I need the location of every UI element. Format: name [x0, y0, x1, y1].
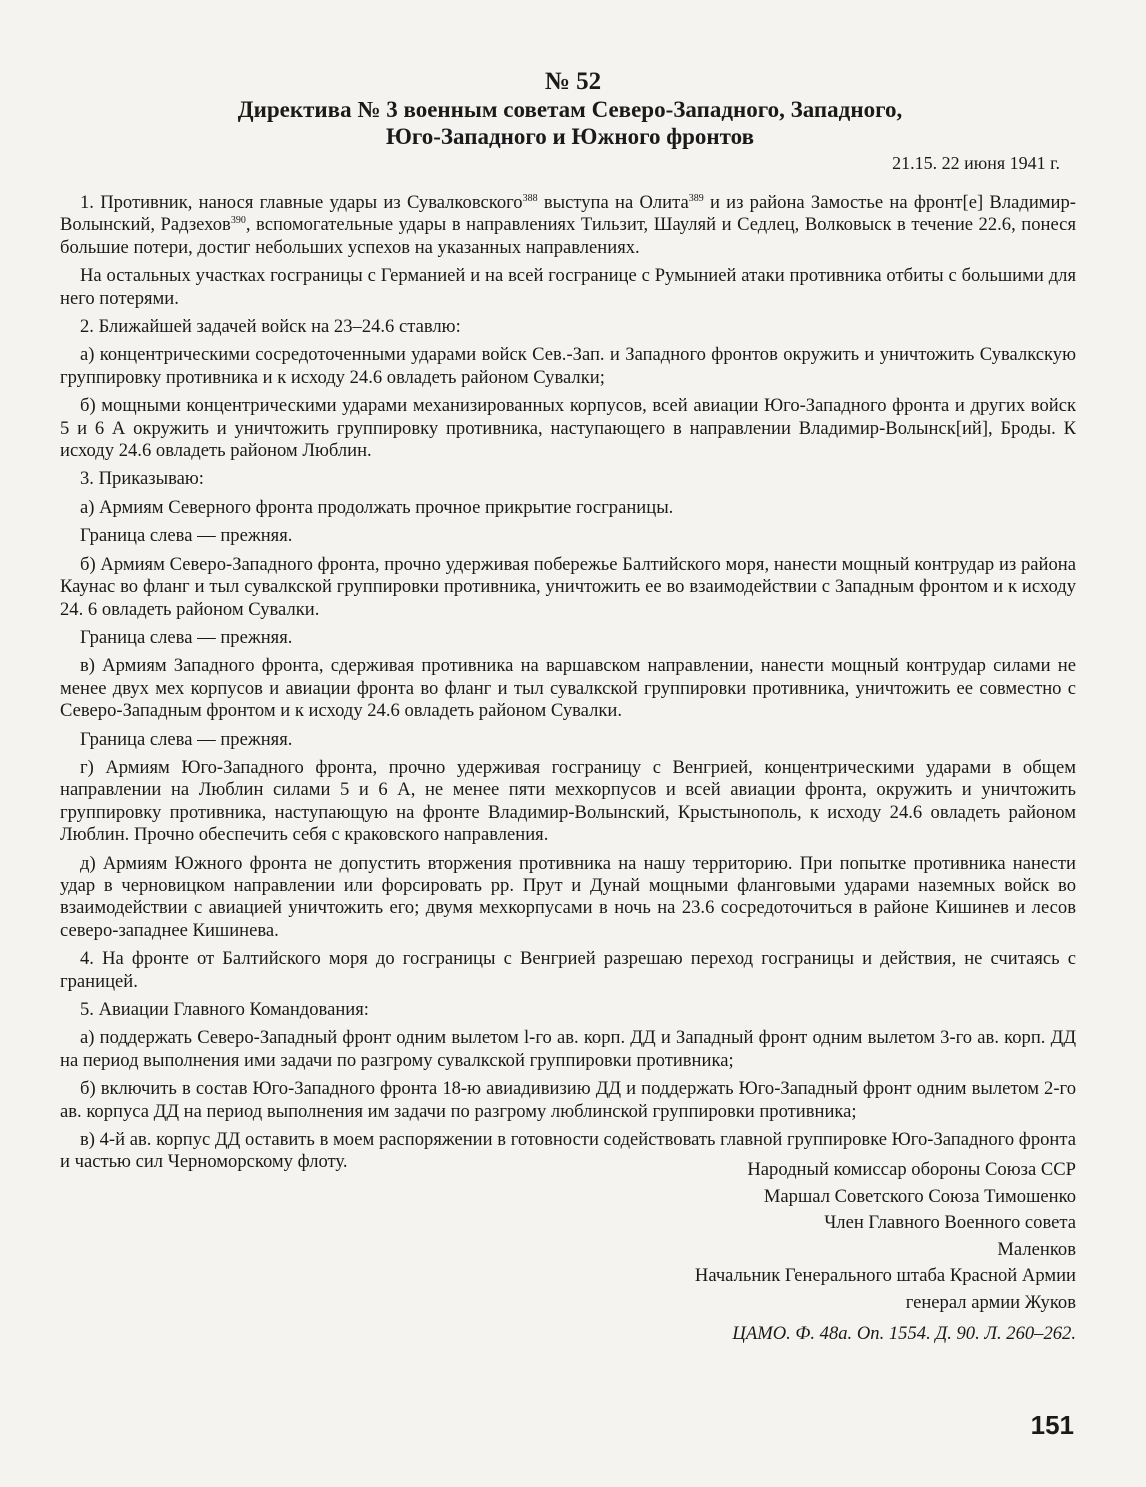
- footnote-ref: 390: [230, 215, 246, 227]
- paragraph-3: 2. Ближайшей задачей войск на 23–24.6 ставлю:: [80, 316, 461, 338]
- signature-line: Народный комиссар обороны Союза ССР: [747, 1159, 1076, 1180]
- footnote-ref: 389: [688, 193, 704, 204]
- title-line-1: Директива № 3 военным советам Северо-Западного, Западного,: [237, 97, 903, 122]
- paragraph-12: Граница слева — прежняя.: [80, 728, 293, 750]
- paragraph-text: и из района Замостье на фронт[е] Владимир-Волынский, Радзехов: [60, 192, 1076, 236]
- paragraph-9: б) Армиям Северо-Западного фронта, прочно удерживая побережье Балтийского моря, нанести мощный контрудар из района Каунас во фланг и тыл сувалкской группировки противника, уничтожить ее во взаимодействии с Западным фронтом и к исходу 24. 6 овладеть районом Сувалки.: [60, 553, 1076, 620]
- document-number: № 52: [544, 68, 602, 95]
- paragraph-5: б) мощными концентрическими ударами механизированных корпусов, всей авиации Юго-Западного фронта и других войск 5 и 6 А окружить и уничтожить группировку противника, наступающего в направлении Владимир-Волынск[ий], Броды. К исходу 24.6 овладеть районом Люблин.: [60, 395, 1076, 462]
- paragraph-6: 3. Приказываю:: [80, 468, 204, 490]
- signature-line: Начальник Генерального штаба Красной Армии: [694, 1265, 1076, 1286]
- paragraph-17: а) поддержать Северо-Западный фронт одним вылетом l-го ав. корп. ДД и Западный фронт одним вылетом 3-го ав. корп. ДД на период выполнения ими задачи по разгрому сувалкской группировки противника;: [60, 1027, 1076, 1071]
- paragraph-7: а) Армиям Северного фронта продолжать прочное прикрытие госграницы.: [80, 496, 674, 518]
- paragraph-4: а) концентрическими сосредоточенными ударами войск Сев.-Зап. и Западного фронтов окружить и уничтожить Сувалкскую группировку противника и к исходу 24.6 овладеть районом Сувалки;: [60, 344, 1076, 388]
- archive-source: ЦАМО. Ф. 48а. Оп. 1554. Д. 90. Л. 260–262.: [732, 1323, 1076, 1344]
- document-title: [120, 96, 1020, 150]
- paragraph-1: [60, 192, 1076, 259]
- paragraph-18: б) включить в состав Юго-Западного фронта 18-ю авиадивизию ДД и поддержать Юго-Западный фронт одним вылетом 2-го ав. корпуса ДД на период выполнения им задачи по разгрому люблинской группировки противника;: [60, 1078, 1076, 1122]
- paragraph-2: На остальных участках госграницы с Германией и на всей госгранице с Румынией атаки противника отбиты с большими для него потерями.: [60, 265, 1076, 309]
- paragraph-11: в) Армиям Западного фронта, сдерживая противника на варшавском направлении, нанести мощный контрудар силами не менее двух мех корпусов и авиации фронта во фланг и тыл сувалкской группировки противника, уничтожить ее совместно с Северо-Западным фронтом и к исходу 24.6 овладеть районом Сувалки.: [60, 655, 1076, 722]
- paragraph-13: г) Армиям Юго-Западного фронта, прочно удерживая госграницу с Венгрией, концентрическими ударами в общем направлении на Люблин силами 5 и 6 А, не менее пяти мехкорпусов и всей авиации фронта, окружить и уничтожить группировку противника, наступающую на фронте Владимир-Волынский, Крыстынополь, к исходу 24.6 овладеть районом Люблин. Прочно обеспечить себя с краковского направления.: [60, 756, 1076, 846]
- paragraph-text: выступа на Олита: [537, 192, 689, 213]
- footnote-ref: 388: [522, 193, 538, 204]
- signature-line: генерал армии Жуков: [905, 1291, 1076, 1313]
- paragraph-15: 4. На фронте от Балтийского моря до госграницы с Венгрией разрешаю переход госграницы и действия, не считаясь с границей.: [60, 948, 1076, 992]
- page-number: 151: [1030, 1410, 1074, 1440]
- paragraph-16: 5. Авиации Главного Командования:: [80, 999, 369, 1020]
- paragraph-19: в) 4-й ав. корпус ДД оставить в моем распоряжении в готовности содействовать главной группировке Юго-Западного фронта и частью сил Черноморскому флоту.: [60, 1129, 1076, 1173]
- paragraph-text: 1. Противник, нанося главные удары из Сувалковского: [80, 192, 523, 213]
- title-line-2: Юго-Западного и Южного фронтов: [385, 124, 755, 149]
- paragraph-14: д) Армиям Южного фронта не допустить вторжения противника на нашу территорию. При попытке противника нанести удар в черновицком направлении или форсировать рр. Прут и Дунай мощными фланговыми ударами наземных войск во взаимодействии с авиацией уничтожить его; двумя мехкорпусами в ночь на 23.6 сосредоточиться в районе Кишинев и лесов северо-западнее Кишинева.: [60, 852, 1076, 941]
- paragraph-text: , вспомогательные удары в направлениях Тильзит, Шауляй и Седлец, Волковыск в течение 22.6, понеся большие потери, достиг небольших успехов на указанных направлениях.: [60, 214, 1076, 258]
- document-date: 21.15. 22 июня 1941 г.: [892, 153, 1060, 173]
- signature-line: Маленков: [997, 1238, 1076, 1260]
- paragraph-10: Граница слева — прежняя.: [80, 626, 293, 648]
- signature-block: [376, 1157, 1076, 1348]
- signature-line: Член Главного Военного совета: [824, 1212, 1076, 1233]
- paragraph-8: Граница слева — прежняя.: [80, 525, 293, 547]
- signature-line: Маршал Советского Союза Тимошенко: [763, 1185, 1076, 1207]
- document-body: [60, 192, 1076, 1174]
